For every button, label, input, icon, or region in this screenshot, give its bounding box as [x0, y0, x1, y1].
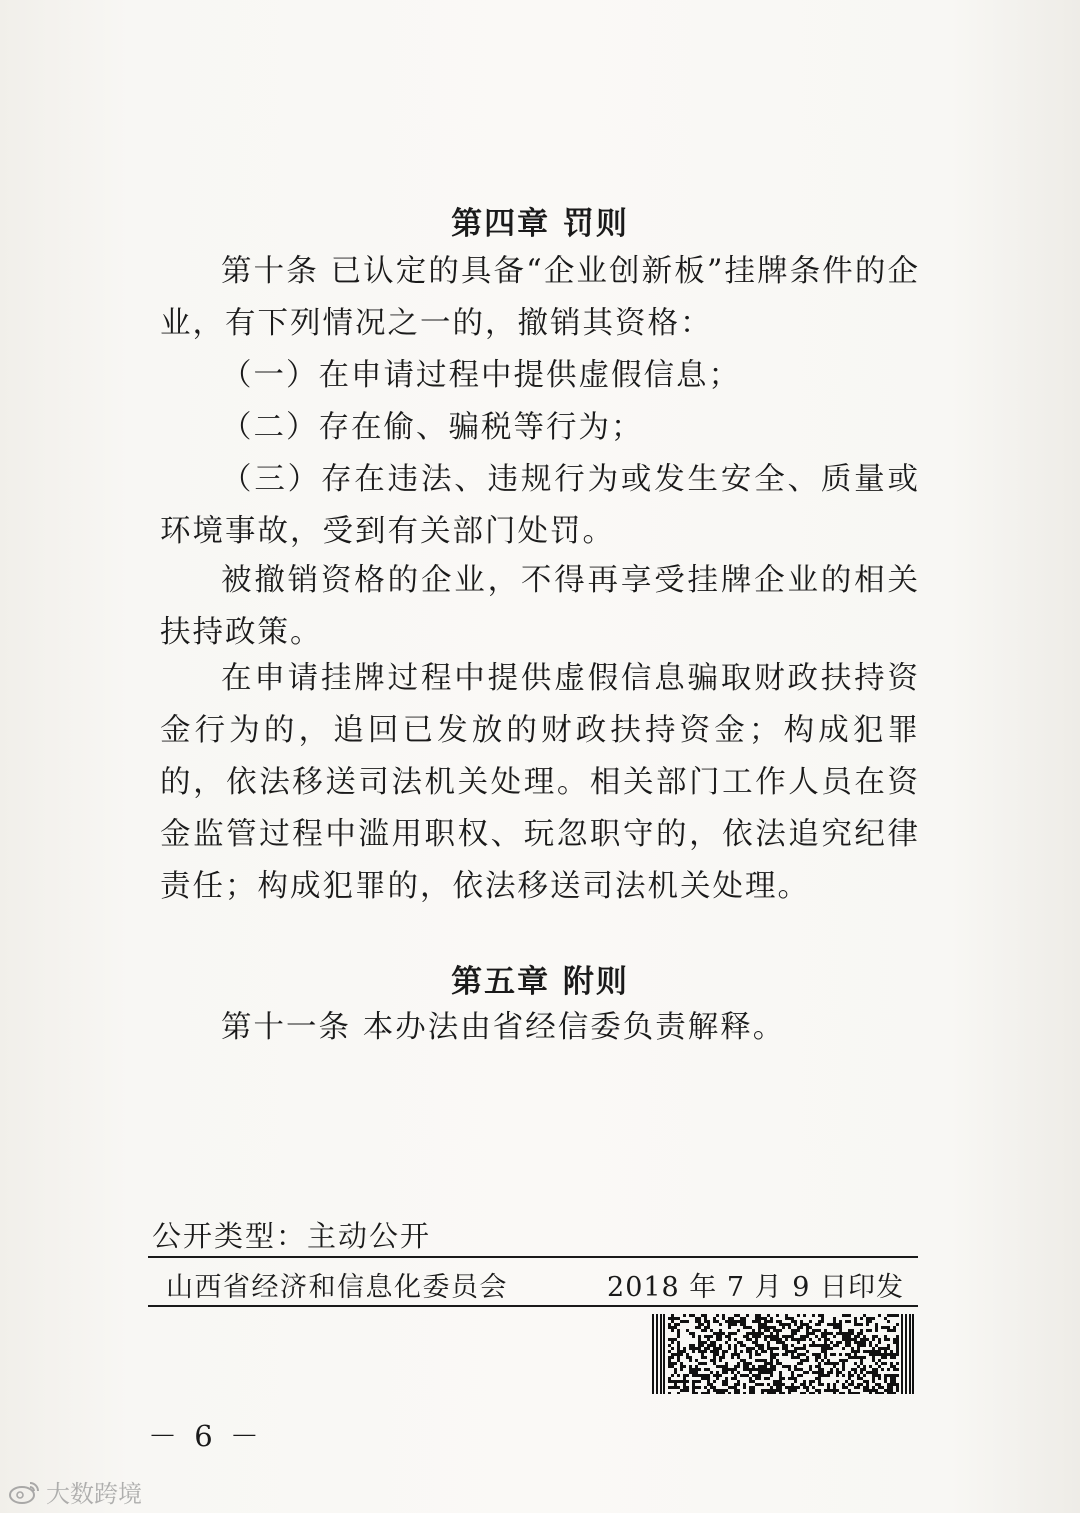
watermark-text: 大数跨境	[46, 1480, 142, 1508]
issuer-name: 山西省经济和信息化委员会	[166, 1272, 508, 1303]
article-10: 第十条 已认定的具备“企业创新板”挂牌条件的企业，有下列情况之一的，撤销其资格：	[160, 254, 920, 341]
paragraph-fraud: 在申请挂牌过程中提供虚假信息骗取财政扶持资金行为的，追回已发放的财政扶持资金；构成犯罪的，依法移送司法机关处理。相关部门工作人员在资金监管过程中滥用职权、玩忽职守的，依法追究纪律责任；构成犯罪的，依法移送司法机关处理。	[160, 661, 920, 904]
list-item: （二）存在偷、骗税等行为；	[221, 410, 644, 445]
list-item: （一）在申请过程中提供虚假信息；	[221, 358, 741, 393]
watermark	[8, 1474, 142, 1509]
chapter-5-title: 第五章 附则	[451, 964, 629, 1000]
weibo-logo-icon	[8, 1479, 42, 1505]
paragraph-revoked: 被撤销资格的企业，不得再享受挂牌企业的相关扶持政策。	[160, 563, 920, 650]
article-11: 第十一条 本办法由省经信委负责解释。	[221, 1010, 786, 1045]
page-number: － 6 －	[148, 1419, 263, 1453]
chapter-4-title: 第四章 罚则	[451, 206, 629, 242]
disclosure-type: 公开类型：主动公开	[152, 1219, 432, 1253]
barcode-icon	[652, 1314, 914, 1394]
list-item: （三）存在违法、违规行为或发生安全、质量或环境事故，受到有关部门处罚。	[160, 462, 920, 549]
divider-line	[148, 1305, 918, 1307]
print-date: 2018 年 7 月 9 日印发	[607, 1272, 904, 1303]
divider-line	[148, 1256, 918, 1258]
